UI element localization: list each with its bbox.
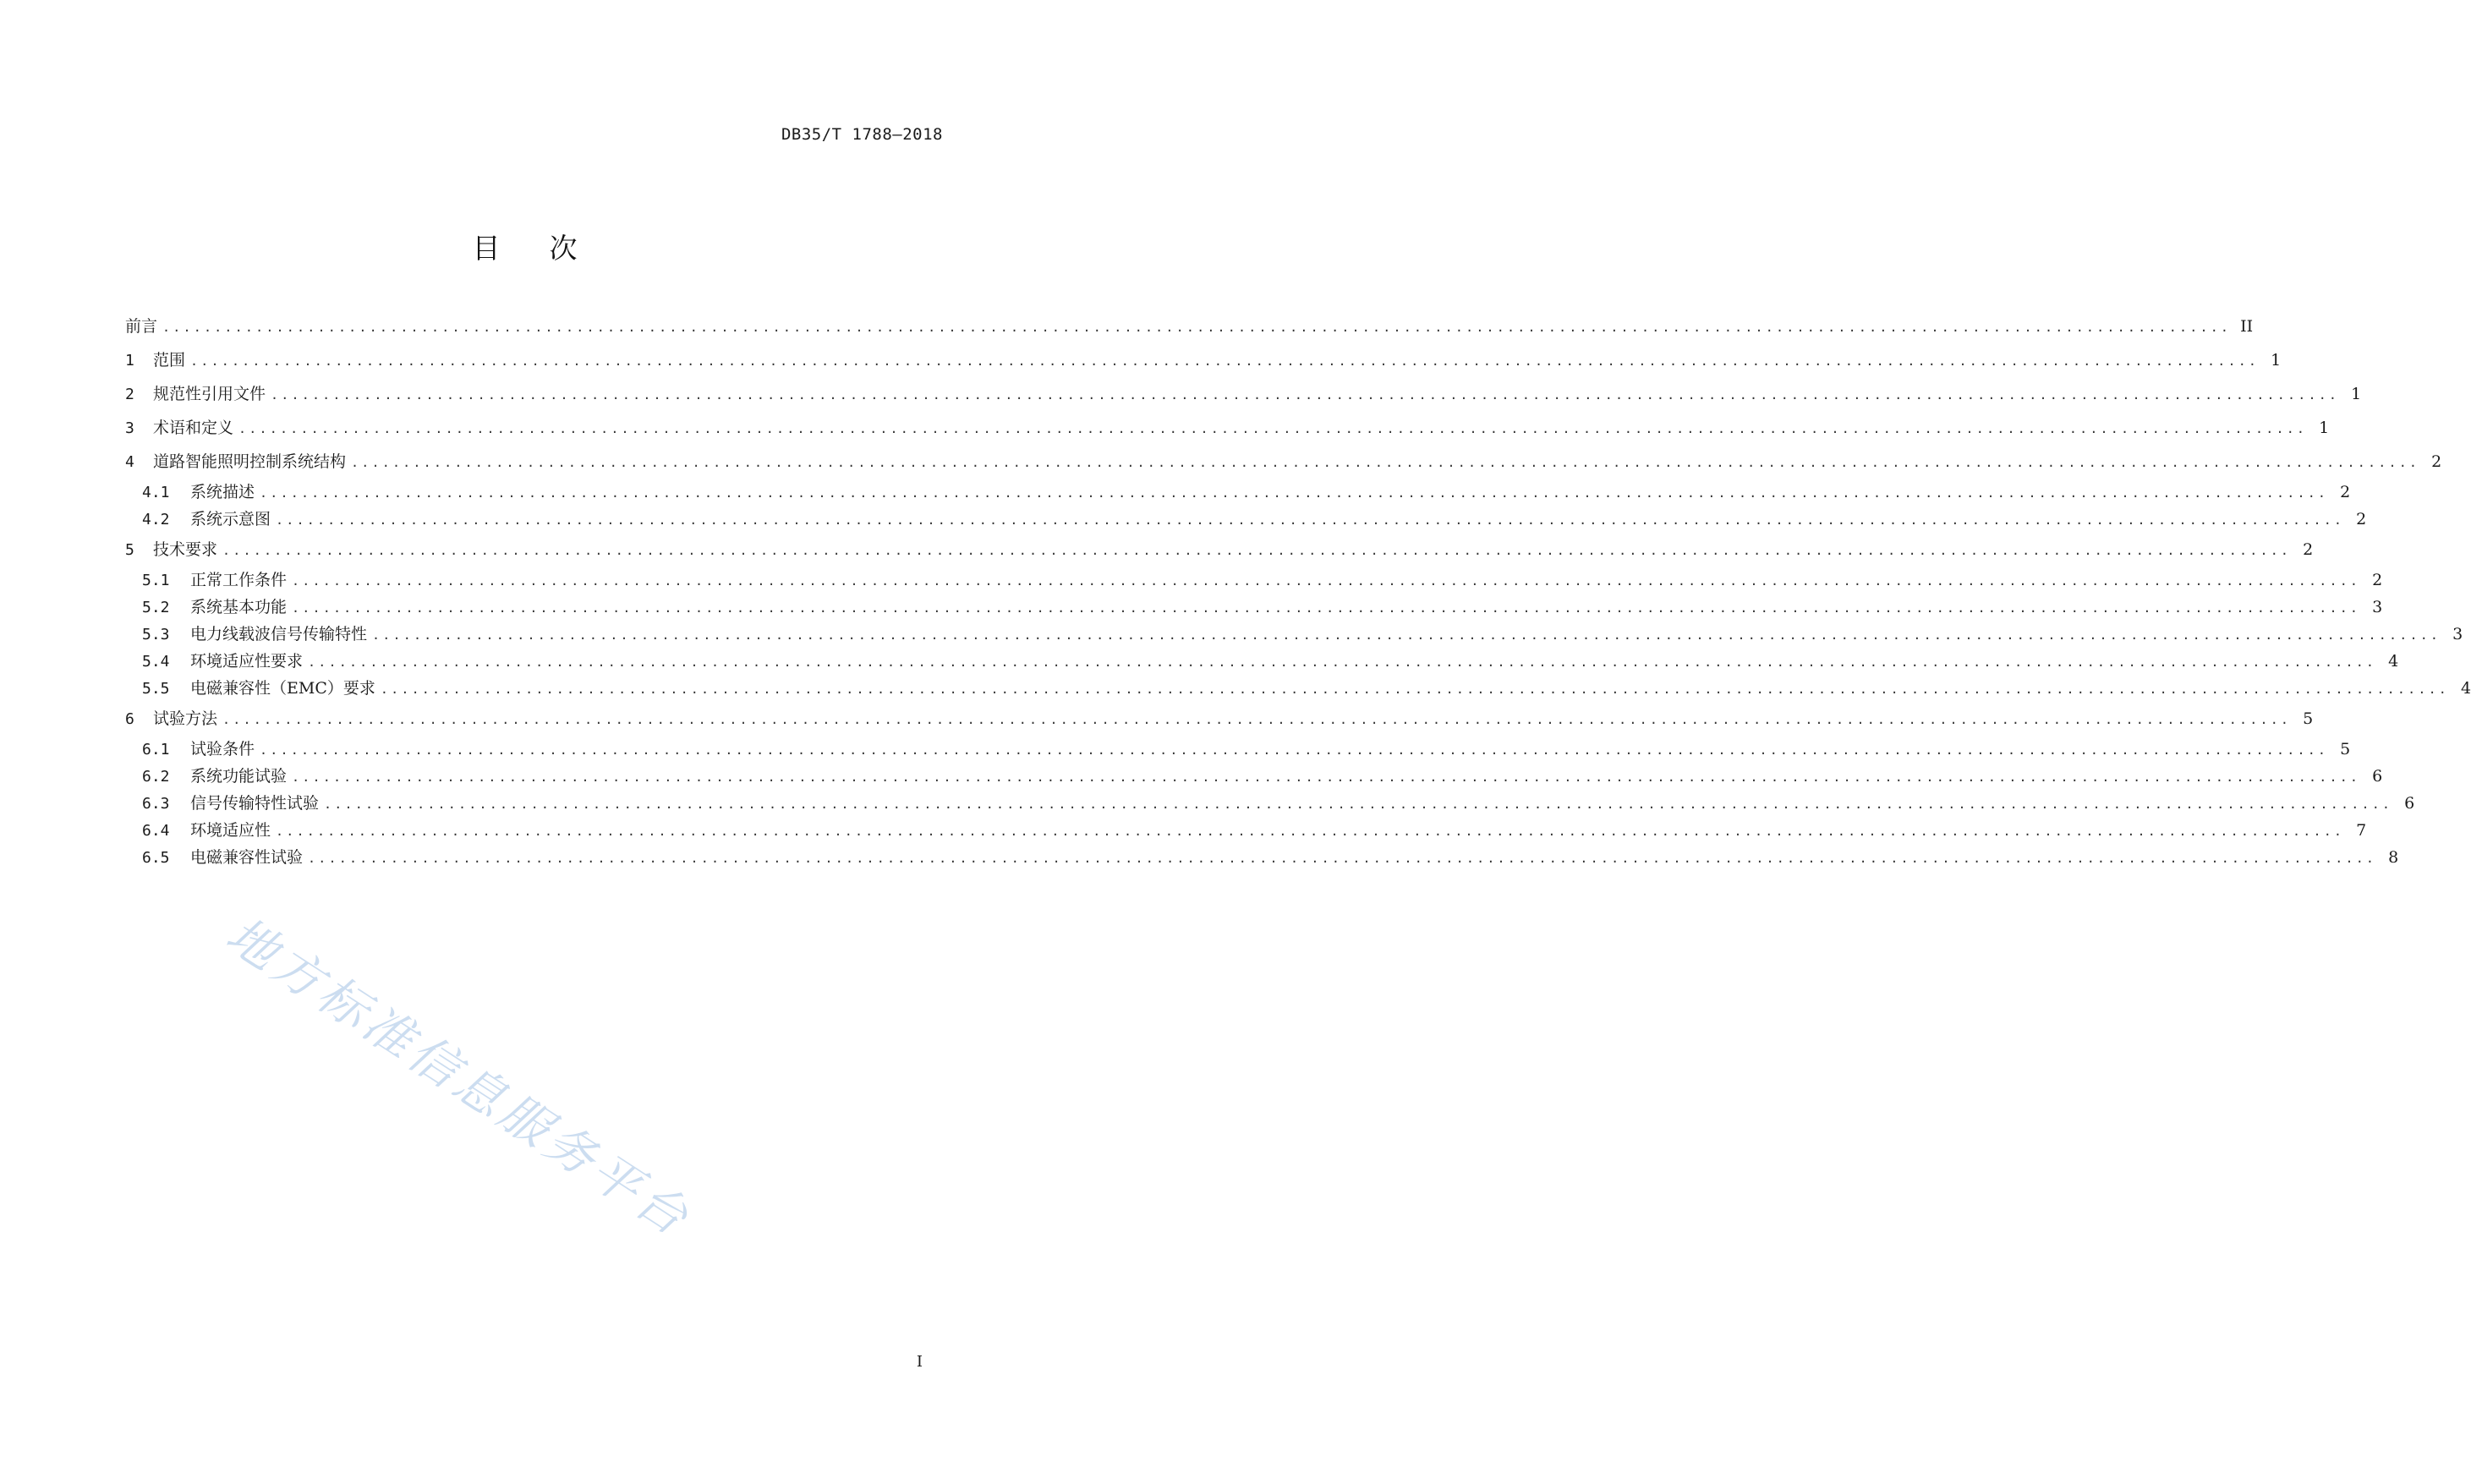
toc-entry-text: 系统基本功能: [190, 598, 288, 616]
toc-entry-page: 1: [2351, 385, 2362, 403]
toc-dot-leader: ........................................................................................................................................................................................................: [260, 485, 2329, 501]
toc-entry-page: 8: [2388, 848, 2399, 867]
toc-entry[interactable]: [125, 594, 2383, 621]
toc-entry-page: 7: [2356, 821, 2367, 840]
toc-dot-leader: ........................................................................................................................................................................................................: [238, 421, 2308, 436]
toc-entry[interactable]: [125, 411, 2330, 445]
toc-entry-page: 4: [2388, 652, 2399, 671]
toc-entry[interactable]: [125, 790, 2415, 817]
toc-dot-leader: ........................................................................................................................................................................................................: [260, 742, 2329, 758]
toc-dot-leader: ........................................................................................................................................................................................................: [222, 543, 2292, 558]
toc-entry-page: 6: [2404, 794, 2415, 813]
toc-entry-page: 2: [2431, 452, 2442, 471]
toc-entry-text: 环境适应性: [190, 821, 271, 840]
toc-entry-label: [125, 702, 222, 737]
toc-entry-text: 技术要求: [153, 540, 218, 559]
toc-entry[interactable]: [125, 621, 2463, 648]
toc-entry-label: [125, 648, 308, 676]
toc-entry-number: 5.2: [142, 599, 170, 616]
toc-entry[interactable]: [125, 844, 2399, 871]
toc-entry-page: 1: [2319, 419, 2330, 437]
toc-entry-text: 电磁兼容性（EMC）要求: [190, 679, 375, 698]
toc-entry-label: [125, 736, 260, 764]
toc-entry-text: 术语和定义: [153, 419, 234, 437]
toc-dot-leader: ........................................................................................................................................................................................................: [162, 320, 2232, 335]
toc-entry-number: 1: [125, 352, 134, 370]
toc-dot-leader: ........................................................................................................................................................................................................: [292, 600, 2361, 616]
toc-entry-number: 4: [125, 453, 134, 471]
toc-entry-text: 前言: [125, 317, 158, 336]
page-number: I: [916, 1353, 923, 1371]
table-of-contents: [125, 309, 2471, 871]
toc-entry-number: 5.3: [142, 626, 170, 643]
toc-entry-label: [125, 411, 238, 446]
toc-entry-text: 信号传输特性试验: [190, 794, 320, 813]
watermark: 地方标准信息服务平台: [216, 905, 702, 1249]
toc-entry[interactable]: [125, 675, 2471, 702]
toc-entry-label: [125, 790, 324, 818]
toc-entry-page: 2: [2356, 510, 2367, 528]
toc-dot-leader: ........................................................................................................................................................................................................: [292, 769, 2361, 785]
toc-entry[interactable]: [125, 309, 2254, 343]
toc-entry-page: 3: [2452, 625, 2463, 643]
toc-dot-leader: ........................................................................................................................................................................................................: [271, 387, 2340, 402]
toc-dot-leader: ........................................................................................................................................................................................................: [324, 797, 2393, 812]
toc-entry[interactable]: [125, 533, 2314, 567]
toc-entry[interactable]: [125, 377, 2362, 411]
toc-entry-text: 电力线载波信号传输特性: [190, 625, 368, 643]
toc-entry[interactable]: [125, 763, 2383, 790]
toc-title: 目次: [472, 232, 627, 265]
document-code: DB35/T 1788—2018: [781, 125, 943, 144]
toc-entry-number: 5: [125, 541, 134, 559]
toc-entry-page: 1: [2271, 351, 2282, 370]
toc-entry-label: [125, 594, 292, 622]
toc-entry-number: 6.4: [142, 822, 170, 840]
toc-entry[interactable]: [125, 567, 2383, 594]
toc-entry-page: 2: [2340, 483, 2351, 501]
toc-dot-leader: ........................................................................................................................................................................................................: [276, 512, 2345, 528]
toc-entry-number: 2: [125, 386, 134, 403]
toc-entry-text: 试验条件: [190, 740, 255, 758]
toc-dot-leader: ........................................................................................................................................................................................................: [276, 824, 2345, 839]
toc-entry-label: [125, 377, 271, 412]
toc-entry-number: 6: [125, 710, 134, 728]
toc-entry-number: 4.1: [142, 484, 170, 501]
toc-entry[interactable]: [125, 648, 2399, 675]
toc-dot-leader: ........................................................................................................................................................................................................: [372, 627, 2441, 643]
toc-dot-leader: ........................................................................................................................................................................................................: [351, 455, 2420, 470]
toc-entry-label: [125, 675, 381, 703]
toc-entry-page: 3: [2372, 598, 2383, 616]
toc-entry-text: 系统功能试验: [190, 767, 288, 786]
toc-entry-label: [125, 844, 308, 872]
toc-entry-label: [125, 763, 292, 791]
toc-entry-page: 5: [2303, 709, 2314, 728]
toc-entry-label: [125, 621, 372, 649]
toc-entry-number: 6.2: [142, 768, 170, 786]
toc-entry-number: 6.5: [142, 849, 170, 867]
toc-entry-label: [125, 567, 292, 594]
toc-entry-label: [125, 343, 190, 378]
toc-dot-leader: ........................................................................................................................................................................................................: [292, 573, 2361, 589]
toc-dot-leader: ........................................................................................................................................................................................................: [222, 712, 2292, 727]
toc-entry-text: 系统示意图: [190, 510, 271, 528]
toc-entry[interactable]: [125, 702, 2314, 736]
toc-entry-page: 2: [2372, 571, 2383, 589]
toc-entry-label: [125, 309, 162, 343]
toc-entry-number: 6.1: [142, 741, 170, 758]
toc-entry[interactable]: [125, 445, 2442, 479]
toc-entry[interactable]: [125, 817, 2367, 844]
toc-entry-page: II: [2240, 317, 2254, 336]
toc-entry-text: 系统描述: [190, 483, 255, 501]
toc-entry-page: 4: [2460, 679, 2471, 698]
toc-entry[interactable]: [125, 506, 2367, 533]
toc-entry[interactable]: [125, 343, 2282, 377]
toc-entry-text: 正常工作条件: [190, 571, 288, 589]
toc-dot-leader: ........................................................................................................................................................................................................: [190, 353, 2260, 369]
toc-entry-label: [125, 533, 222, 567]
toc-entry-page: 6: [2372, 767, 2383, 786]
toc-entry-label: [125, 506, 276, 534]
toc-entry-label: [125, 817, 276, 845]
toc-dot-leader: ........................................................................................................................................................................................................: [308, 654, 2377, 670]
toc-entry-page: 2: [2303, 540, 2314, 559]
toc-entry-number: 6.3: [142, 795, 170, 813]
toc-entry-text: 范围: [153, 351, 186, 370]
toc-entry-number: 3: [125, 419, 134, 437]
toc-entry-number: 5.1: [142, 572, 170, 589]
toc-entry-text: 道路智能照明控制系统结构: [153, 452, 347, 471]
toc-entry-label: [125, 479, 260, 507]
toc-dot-leader: ........................................................................................................................................................................................................: [380, 682, 2450, 697]
toc-dot-leader: ........................................................................................................................................................................................................: [308, 851, 2377, 866]
toc-entry-text: 试验方法: [153, 709, 218, 728]
toc-entry-page: 5: [2340, 740, 2351, 758]
toc-entry-text: 环境适应性要求: [190, 652, 304, 671]
toc-entry[interactable]: [125, 479, 2351, 506]
toc-entry-number: 4.2: [142, 511, 170, 528]
toc-entry-number: 5.5: [142, 680, 170, 698]
toc-entry-number: 5.4: [142, 653, 170, 671]
toc-entry[interactable]: [125, 736, 2351, 763]
toc-entry-text: 规范性引用文件: [153, 385, 266, 403]
toc-entry-text: 电磁兼容性试验: [190, 848, 304, 867]
toc-entry-label: [125, 445, 351, 479]
